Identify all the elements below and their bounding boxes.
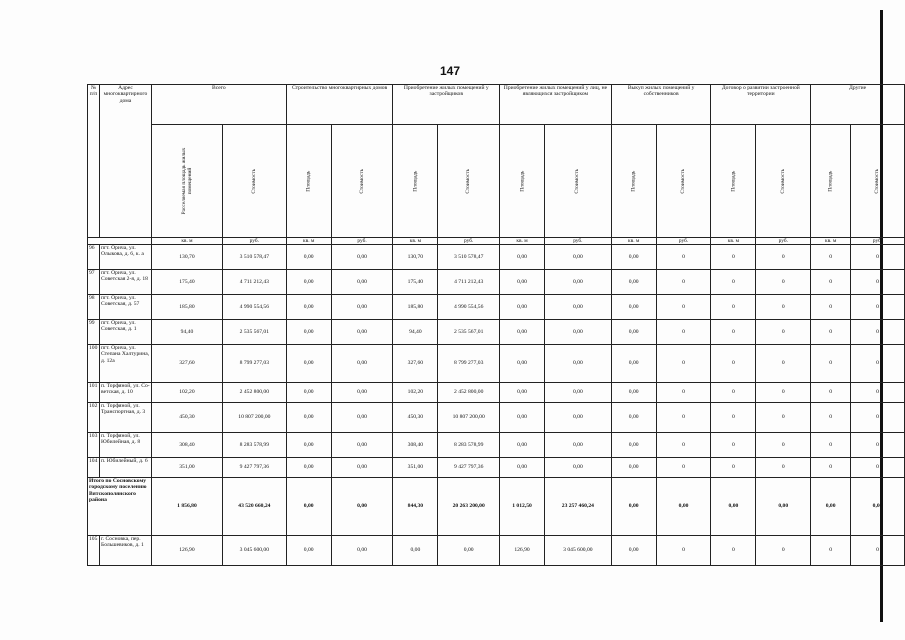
header-group-buyout: Выкуп жилых помещений у собственников bbox=[611, 85, 711, 125]
unit-cell: кв. м bbox=[393, 238, 438, 245]
value-cell: 94,40 bbox=[151, 320, 222, 345]
row-address: г. Сосновка, пер. Большевиков, д. 1 bbox=[99, 536, 151, 566]
value-cell: 0 bbox=[756, 403, 811, 433]
value-cell: 0,00 bbox=[611, 433, 656, 458]
value-cell: 0,00 bbox=[286, 270, 331, 295]
value-cell: 0,00 bbox=[286, 536, 331, 566]
value-cell: 3 045 600,00 bbox=[222, 536, 286, 566]
total-row bbox=[88, 478, 905, 536]
value-cell: 0,00 bbox=[331, 320, 393, 345]
table-row bbox=[88, 320, 905, 345]
value-cell: 4 990 554,56 bbox=[438, 295, 500, 320]
unit-cell: руб. bbox=[756, 238, 811, 245]
value-cell: 9 427 797,36 bbox=[222, 458, 286, 478]
value-cell: 450,30 bbox=[151, 403, 222, 433]
value-cell: 0,00 bbox=[500, 458, 545, 478]
value-cell: 0,00 bbox=[331, 295, 393, 320]
value-cell: 0 bbox=[851, 458, 905, 478]
total-value-cell: 0,00 bbox=[851, 478, 905, 536]
value-cell: 0 bbox=[756, 245, 811, 270]
total-value-cell: 23 257 460,24 bbox=[544, 478, 611, 536]
value-cell: 0,00 bbox=[438, 536, 500, 566]
subheader-cost: Стоимость bbox=[438, 125, 500, 238]
value-cell: 0 bbox=[711, 245, 756, 270]
value-cell: 130,70 bbox=[151, 245, 222, 270]
value-cell: 327,60 bbox=[151, 345, 222, 383]
value-cell: 0,00 bbox=[500, 245, 545, 270]
value-cell: 0 bbox=[811, 403, 851, 433]
value-cell: 0 bbox=[851, 320, 905, 345]
value-cell: 0 bbox=[656, 383, 711, 403]
total-value-cell: 0,00 bbox=[756, 478, 811, 536]
value-cell: 0 bbox=[656, 345, 711, 383]
value-cell: 0,00 bbox=[331, 270, 393, 295]
unit-cell: кв. м bbox=[611, 238, 656, 245]
value-cell: 0,00 bbox=[331, 245, 393, 270]
value-cell: 175,40 bbox=[393, 270, 438, 295]
value-cell: 2 452 800,00 bbox=[222, 383, 286, 403]
table-row bbox=[88, 383, 905, 403]
value-cell: 9 427 797,36 bbox=[438, 458, 500, 478]
value-cell: 0 bbox=[811, 383, 851, 403]
subheader-cost: Стоимость bbox=[851, 125, 905, 238]
header-num: № п/п bbox=[88, 85, 100, 238]
value-cell: 0 bbox=[756, 458, 811, 478]
value-cell: 102,20 bbox=[151, 383, 222, 403]
total-value-cell: 1 856,80 bbox=[151, 478, 222, 536]
subheader-area: Площадь bbox=[811, 125, 851, 238]
value-cell: 0 bbox=[756, 536, 811, 566]
value-cell: 185,80 bbox=[151, 295, 222, 320]
row-number: 96 bbox=[88, 245, 100, 270]
row-number: 102 bbox=[88, 403, 100, 433]
total-value-cell: 20 263 200,00 bbox=[438, 478, 500, 536]
value-cell: 351,00 bbox=[151, 458, 222, 478]
table-row bbox=[88, 403, 905, 433]
header-group-nondeveloper-purchase: Приобретение жилых помещений у лиц, не являющихся застройщиком bbox=[500, 85, 612, 125]
value-cell: 126,90 bbox=[500, 536, 545, 566]
value-cell: 8 799 277,03 bbox=[222, 345, 286, 383]
value-cell: 3 510 578,47 bbox=[438, 245, 500, 270]
value-cell: 0 bbox=[756, 295, 811, 320]
value-cell: 0,00 bbox=[331, 403, 393, 433]
row-number: 98 bbox=[88, 295, 100, 320]
value-cell: 0 bbox=[851, 295, 905, 320]
subheader-cost: Стоимость bbox=[756, 125, 811, 238]
value-cell: 0 bbox=[711, 295, 756, 320]
total-value-cell: 0,00 bbox=[656, 478, 711, 536]
total-value-cell: 844,30 bbox=[393, 478, 438, 536]
value-cell: 0 bbox=[851, 433, 905, 458]
value-cell: 0,00 bbox=[611, 383, 656, 403]
value-cell: 94,40 bbox=[393, 320, 438, 345]
value-cell: 0 bbox=[756, 270, 811, 295]
value-cell: 185,80 bbox=[393, 295, 438, 320]
table-row bbox=[88, 270, 905, 295]
value-cell: 0 bbox=[851, 536, 905, 566]
total-value-cell: 0,00 bbox=[811, 478, 851, 536]
value-cell: 4 711 212,43 bbox=[222, 270, 286, 295]
value-cell: 0 bbox=[656, 458, 711, 478]
row-number: 104 bbox=[88, 458, 100, 478]
unit-cell: руб. bbox=[438, 238, 500, 245]
subheader-cost: Стоимость bbox=[222, 125, 286, 238]
row-address: п. Торфяной, ул. Со-ветская, д. 10 bbox=[99, 383, 151, 403]
unit-cell: руб. bbox=[331, 238, 393, 245]
value-cell: 10 807 200,00 bbox=[222, 403, 286, 433]
value-cell: 0 bbox=[711, 270, 756, 295]
value-cell: 0,00 bbox=[286, 345, 331, 383]
row-number: 97 bbox=[88, 270, 100, 295]
total-value-cell: 0,00 bbox=[611, 478, 656, 536]
value-cell: 4 990 554,56 bbox=[222, 295, 286, 320]
row-address: пгт. Орича, ул. Советская, д. 57 bbox=[99, 295, 151, 320]
row-address: пгт. Орича, ул. Олыкова, д. 6, к. а bbox=[99, 245, 151, 270]
value-cell: 0,00 bbox=[286, 320, 331, 345]
row-number: 101 bbox=[88, 383, 100, 403]
header-group-development-contract: Договор о развитии застроенной территории bbox=[711, 85, 811, 125]
value-cell: 0,00 bbox=[286, 403, 331, 433]
row-address: п. Юбилейный, д. 6 bbox=[99, 458, 151, 478]
subheader-cost: Стоимость bbox=[656, 125, 711, 238]
row-number: 99 bbox=[88, 320, 100, 345]
value-cell: 0,00 bbox=[611, 458, 656, 478]
subheader-total-area: Расселяемая площадь жилых помещений bbox=[151, 125, 222, 238]
value-cell: 3 510 578,47 bbox=[222, 245, 286, 270]
value-cell: 0 bbox=[811, 320, 851, 345]
value-cell: 8 799 277,03 bbox=[438, 345, 500, 383]
value-cell: 0 bbox=[656, 433, 711, 458]
value-cell: 0,00 bbox=[331, 383, 393, 403]
value-cell: 0 bbox=[811, 433, 851, 458]
table-row bbox=[88, 345, 905, 383]
value-cell: 0 bbox=[656, 536, 711, 566]
value-cell: 2 535 567,01 bbox=[438, 320, 500, 345]
total-value-cell: 43 520 660,24 bbox=[222, 478, 286, 536]
value-cell: 2 535 567,01 bbox=[222, 320, 286, 345]
unit-cell: руб. bbox=[851, 238, 905, 245]
value-cell: 0 bbox=[756, 383, 811, 403]
value-cell: 0,00 bbox=[286, 433, 331, 458]
value-cell: 0,00 bbox=[500, 345, 545, 383]
value-cell: 0 bbox=[851, 383, 905, 403]
subheader-area: Площадь bbox=[393, 125, 438, 238]
value-cell: 0,00 bbox=[331, 536, 393, 566]
value-cell: 308,40 bbox=[151, 433, 222, 458]
value-cell: 0,00 bbox=[286, 295, 331, 320]
subheader-cost: Стоимость bbox=[544, 125, 611, 238]
value-cell: 0,00 bbox=[611, 245, 656, 270]
value-cell: 0,00 bbox=[500, 383, 545, 403]
value-cell: 0,00 bbox=[286, 383, 331, 403]
value-cell: 0,00 bbox=[611, 270, 656, 295]
value-cell: 0,00 bbox=[611, 403, 656, 433]
table-row bbox=[88, 458, 905, 478]
header-group-developer-purchase: Приобретение жилых помещений у застройщиков bbox=[393, 85, 500, 125]
total-value-cell: 0,00 bbox=[711, 478, 756, 536]
value-cell: 0 bbox=[711, 403, 756, 433]
value-cell: 351,00 bbox=[393, 458, 438, 478]
value-cell: 0 bbox=[656, 295, 711, 320]
value-cell: 0,00 bbox=[611, 295, 656, 320]
value-cell: 0 bbox=[811, 345, 851, 383]
value-cell: 450,30 bbox=[393, 403, 438, 433]
row-number: 103 bbox=[88, 433, 100, 458]
value-cell: 0 bbox=[711, 536, 756, 566]
value-cell: 0,00 bbox=[544, 433, 611, 458]
value-cell: 0,00 bbox=[331, 433, 393, 458]
total-value-cell: 0,00 bbox=[331, 478, 393, 536]
table-row bbox=[88, 245, 905, 270]
value-cell: 0,00 bbox=[611, 536, 656, 566]
value-cell: 0 bbox=[711, 383, 756, 403]
value-cell: 0,00 bbox=[611, 345, 656, 383]
table-row bbox=[88, 433, 905, 458]
value-cell: 0 bbox=[851, 403, 905, 433]
unit-cell: кв. м bbox=[811, 238, 851, 245]
value-cell: 0,00 bbox=[286, 245, 331, 270]
value-cell: 0,00 bbox=[286, 458, 331, 478]
value-cell: 0,00 bbox=[544, 245, 611, 270]
header-group-other: Другие bbox=[811, 85, 905, 125]
value-cell: 3 045 600,00 bbox=[544, 536, 611, 566]
subheader-cost: Стоимость bbox=[331, 125, 393, 238]
value-cell: 0 bbox=[811, 270, 851, 295]
value-cell: 0,00 bbox=[500, 295, 545, 320]
unit-cell: руб. bbox=[656, 238, 711, 245]
value-cell: 4 711 212,43 bbox=[438, 270, 500, 295]
value-cell: 0 bbox=[851, 345, 905, 383]
value-cell: 0 bbox=[711, 458, 756, 478]
value-cell: 0,00 bbox=[500, 270, 545, 295]
table-row bbox=[88, 536, 905, 566]
subheader-area: Площадь bbox=[286, 125, 331, 238]
value-cell: 0 bbox=[711, 433, 756, 458]
value-cell: 0 bbox=[656, 320, 711, 345]
page-number: 147 bbox=[440, 64, 461, 78]
value-cell: 8 283 578,99 bbox=[438, 433, 500, 458]
value-cell: 2 452 800,00 bbox=[438, 383, 500, 403]
value-cell: 130,70 bbox=[393, 245, 438, 270]
header-group-construction: Строительство многоквартирных домов bbox=[286, 85, 393, 125]
value-cell: 0,00 bbox=[500, 320, 545, 345]
value-cell: 0,00 bbox=[544, 403, 611, 433]
value-cell: 0,00 bbox=[544, 270, 611, 295]
header-group-total: Всего bbox=[151, 85, 286, 125]
value-cell: 0 bbox=[851, 270, 905, 295]
row-address: пгт. Орича, ул. Советская, д. 1 bbox=[99, 320, 151, 345]
value-cell: 0 bbox=[756, 433, 811, 458]
value-cell: 0,00 bbox=[611, 320, 656, 345]
value-cell: 0,00 bbox=[544, 345, 611, 383]
value-cell: 0 bbox=[851, 245, 905, 270]
unit-cell: кв. м bbox=[286, 238, 331, 245]
value-cell: 0,00 bbox=[500, 433, 545, 458]
value-cell: 0 bbox=[711, 320, 756, 345]
value-cell: 10 807 200,00 bbox=[438, 403, 500, 433]
row-address: п. Торфяной, ул. Юбилейная, д. 8 bbox=[99, 433, 151, 458]
value-cell: 0,00 bbox=[331, 458, 393, 478]
row-address: п. Торфяной, ул. Транспортная, д. 3 bbox=[99, 403, 151, 433]
value-cell: 0 bbox=[811, 245, 851, 270]
value-cell: 0,00 bbox=[544, 295, 611, 320]
row-address: пгт. Орича, ул. Степана Халтурина, д. 12а bbox=[99, 345, 151, 383]
unit-cell: кв. м bbox=[711, 238, 756, 245]
total-value-cell: 1 012,50 bbox=[500, 478, 545, 536]
value-cell: 0,00 bbox=[544, 383, 611, 403]
units-row bbox=[88, 238, 905, 245]
unit-cell: кв. м bbox=[151, 238, 222, 245]
value-cell: 0 bbox=[811, 295, 851, 320]
row-number: 105 bbox=[88, 536, 100, 566]
unit-cell: руб. bbox=[544, 238, 611, 245]
value-cell: 0,00 bbox=[331, 345, 393, 383]
value-cell: 126,90 bbox=[151, 536, 222, 566]
value-cell: 0 bbox=[656, 403, 711, 433]
unit-cell: кв. м bbox=[500, 238, 545, 245]
value-cell: 0 bbox=[711, 345, 756, 383]
value-cell: 327,60 bbox=[393, 345, 438, 383]
value-cell: 0,00 bbox=[544, 320, 611, 345]
value-cell: 308,40 bbox=[393, 433, 438, 458]
units-spacer bbox=[88, 238, 152, 245]
total-label: Итого по Сосновскому городскому поселению Вятскополянского района bbox=[88, 478, 152, 536]
value-cell: 0 bbox=[811, 536, 851, 566]
value-cell: 0 bbox=[656, 245, 711, 270]
value-cell: 0 bbox=[656, 270, 711, 295]
table-row bbox=[88, 295, 905, 320]
value-cell: 175,40 bbox=[151, 270, 222, 295]
subheader-area: Площадь bbox=[611, 125, 656, 238]
subheader-area: Площадь bbox=[711, 125, 756, 238]
value-cell: 8 283 578,99 bbox=[222, 433, 286, 458]
row-address: пгт. Орича, ул. Советская 2-я, д. 18 bbox=[99, 270, 151, 295]
subheader-area: Площадь bbox=[500, 125, 545, 238]
value-cell: 0 bbox=[756, 320, 811, 345]
total-value-cell: 0,00 bbox=[286, 478, 331, 536]
value-cell: 0 bbox=[811, 458, 851, 478]
value-cell: 0 bbox=[756, 345, 811, 383]
value-cell: 0,00 bbox=[500, 403, 545, 433]
unit-cell: руб. bbox=[222, 238, 286, 245]
header-address: Адрес многоквартирного дома bbox=[99, 85, 151, 238]
resettlement-table bbox=[87, 84, 905, 566]
value-cell: 0,00 bbox=[393, 536, 438, 566]
row-number: 100 bbox=[88, 345, 100, 383]
value-cell: 0,00 bbox=[544, 458, 611, 478]
value-cell: 102,20 bbox=[393, 383, 438, 403]
